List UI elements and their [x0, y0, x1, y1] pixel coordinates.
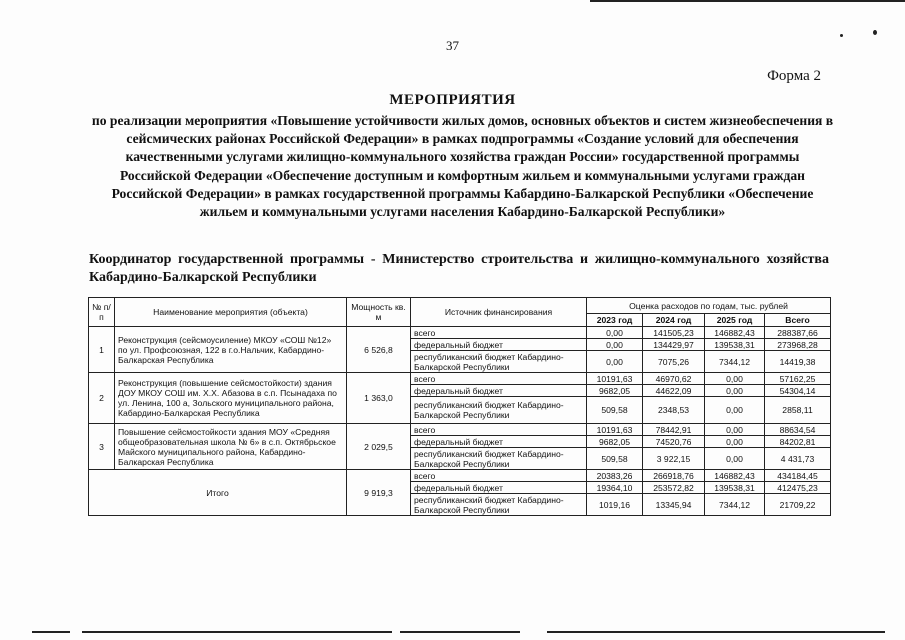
value-2024: 3 922,15	[643, 448, 705, 470]
value-total: 21709,22	[765, 494, 831, 516]
value-2024: 78442,91	[643, 424, 705, 436]
header-num: № п/п	[89, 298, 115, 327]
header-year-2024: 2024 год	[643, 314, 705, 327]
value-2024: 13345,94	[643, 494, 705, 516]
source-cell: республиканский бюджет Кабардино- Балкарской Республики	[411, 351, 587, 373]
expenditure-table	[88, 297, 831, 516]
header-source: Источник финансирования	[411, 298, 587, 327]
value-2023: 9682,05	[587, 436, 643, 448]
scan-artifact-bottom	[547, 631, 885, 633]
value-2024: 253572,82	[643, 482, 705, 494]
scan-artifact-bottom	[82, 631, 392, 633]
source-cell: всего	[411, 424, 587, 436]
header-capacity: Мощность кв. м	[347, 298, 411, 327]
value-2023: 1019,16	[587, 494, 643, 516]
value-2023: 20383,26	[587, 470, 643, 482]
table-row	[89, 373, 831, 385]
scan-artifact-dot	[840, 34, 843, 37]
value-2025: 0,00	[705, 385, 765, 397]
value-2025: 146882,43	[705, 327, 765, 339]
value-2023: 0,00	[587, 327, 643, 339]
source-cell: федеральный бюджет	[411, 482, 587, 494]
value-2023: 509,58	[587, 448, 643, 470]
document-subtitle: по реализации мероприятия «Повышение устойчивости жилых домов, основных объектов и систем жизнеобеспечения в сейсмических районах Российской Федерации» в рамках подпрограммы «Создание условий для обеспечения качественными услугами жилищно-коммунального хозяйства граждан России» государственной программы Российской Федерации «Обеспечение доступным и комфортным жильем и коммунальными услугами граждан Российской Федерации» в рамках государственной программы Кабардино-Балкарской Республики «Обеспечение жильем и коммунальными услугами населения Кабардино-Балкарской Республики»	[91, 113, 834, 220]
scan-artifact-bottom	[400, 631, 520, 633]
header-estimate: Оценка расходов по годам, тыс. рублей	[587, 298, 831, 314]
value-2024: 46970,62	[643, 373, 705, 385]
table-row	[89, 424, 831, 436]
header-year-2025: 2025 год	[705, 314, 765, 327]
value-total: 57162,25	[765, 373, 831, 385]
value-2023: 10191,63	[587, 373, 643, 385]
table-row	[89, 327, 831, 339]
value-2023: 9682,05	[587, 385, 643, 397]
header-total: Всего	[765, 314, 831, 327]
form-label: Форма 2	[767, 68, 821, 84]
value-total: 434184,45	[765, 470, 831, 482]
header-year-2023: 2023 год	[587, 314, 643, 327]
value-2023: 19364,10	[587, 482, 643, 494]
value-total: 4 431,73	[765, 448, 831, 470]
value-total: 88634,54	[765, 424, 831, 436]
source-cell: всего	[411, 373, 587, 385]
project-name: Реконструкция (повышение сейсмостойкости) здания ДОУ МКОУ СОШ им. Х.Х. Абазова в с.п. Псынадаха по ул. Ленина, 100 а, Зольского муниципального района, Кабардино-Балкарская Республика	[115, 373, 347, 424]
value-2025: 0,00	[705, 448, 765, 470]
value-2024: 141505,23	[643, 327, 705, 339]
value-total: 54304,14	[765, 385, 831, 397]
scan-artifact-bottom	[32, 631, 70, 633]
value-2025: 146882,43	[705, 470, 765, 482]
page-number: 37	[446, 38, 459, 53]
project-capacity: 1 363,0	[347, 373, 411, 424]
value-2024: 7075,26	[643, 351, 705, 373]
source-cell: федеральный бюджет	[411, 436, 587, 448]
project-num: 2	[89, 373, 115, 424]
value-total: 2858,11	[765, 397, 831, 424]
program-coordinator: Координатор государственной программы - Министерство строительства и жилищно-коммунального хозяйства Кабардино-Балкарской Республики	[89, 252, 829, 285]
project-capacity: 6 526,8	[347, 327, 411, 373]
scan-artifact-dot	[873, 30, 877, 35]
value-2025: 7344,12	[705, 494, 765, 516]
value-2024: 74520,76	[643, 436, 705, 448]
total-label: Итого	[89, 470, 347, 516]
project-name: Повышение сейсмостойкости здания МОУ «Средняя общеобразовательная школа № 6» в с.п. Октябрьское Майского муниципального района, Кабардино-Балкарская Республика	[115, 424, 347, 470]
value-total: 412475,23	[765, 482, 831, 494]
source-cell: республиканский бюджет Кабардино- Балкарской Республики	[411, 448, 587, 470]
project-name: Реконструкция (сейсмоусиление) МКОУ «СОШ №12» по ул. Профсоюзная, 122 в г.о.Нальчик, Кабардино-Балкарская Республика	[115, 327, 347, 373]
total-capacity: 9 919,3	[347, 470, 411, 516]
value-total: 273968,28	[765, 339, 831, 351]
source-cell: всего	[411, 327, 587, 339]
value-total: 84202,81	[765, 436, 831, 448]
source-cell: федеральный бюджет	[411, 339, 587, 351]
source-cell: всего	[411, 470, 587, 482]
value-2025: 139538,31	[705, 482, 765, 494]
value-2024: 44622,09	[643, 385, 705, 397]
value-2024: 2348,53	[643, 397, 705, 424]
project-capacity: 2 029,5	[347, 424, 411, 470]
source-cell: республиканский бюджет Кабардино- Балкарской Республики	[411, 494, 587, 516]
value-2024: 134429,97	[643, 339, 705, 351]
value-total: 288387,66	[765, 327, 831, 339]
document-title: МЕРОПРИЯТИЯ	[389, 92, 516, 108]
value-2023: 10191,63	[587, 424, 643, 436]
scan-artifact-top	[590, 0, 905, 2]
value-2023: 0,00	[587, 339, 643, 351]
value-2025: 0,00	[705, 373, 765, 385]
source-cell: федеральный бюджет	[411, 385, 587, 397]
value-2025: 139538,31	[705, 339, 765, 351]
value-2025: 7344,12	[705, 351, 765, 373]
source-cell: республиканский бюджет Кабардино- Балкарской Республики	[411, 397, 587, 424]
value-2025: 0,00	[705, 397, 765, 424]
value-2025: 0,00	[705, 424, 765, 436]
total-row	[89, 470, 831, 482]
value-2023: 0,00	[587, 351, 643, 373]
value-2024: 266918,76	[643, 470, 705, 482]
header-name: Наименование мероприятия (объекта)	[115, 298, 347, 327]
project-num: 3	[89, 424, 115, 470]
value-2025: 0,00	[705, 436, 765, 448]
project-num: 1	[89, 327, 115, 373]
value-total: 14419,38	[765, 351, 831, 373]
value-2023: 509,58	[587, 397, 643, 424]
